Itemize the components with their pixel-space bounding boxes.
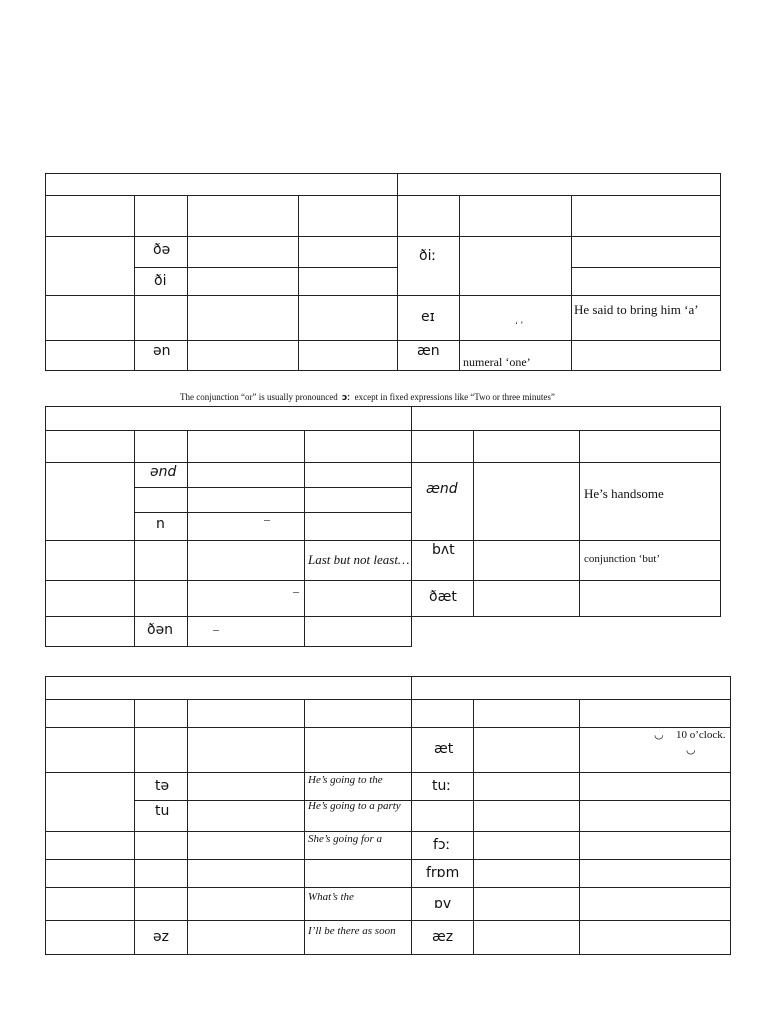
to-example-1: He’s going to the [308,774,383,786]
note-or-before: The conjunction “or” is usually pronounced [180,392,338,402]
an-weak: ən [153,343,171,359]
and-strong: ænd [426,481,458,497]
a-example: He said to bring him ‘a’ [574,302,699,317]
and-example: He’s handsome [584,486,664,501]
at-example: 10 o’clock. [676,729,726,741]
but-note: conjunction ‘but’ [584,553,661,565]
to-weak-2: tu [155,803,170,819]
as-strong: æz [432,929,454,945]
linker-1: ◡ [654,728,664,741]
that-strong: ðæt [429,589,457,605]
for-strong: fɔː [433,837,451,853]
linker-2: ◡ [686,743,696,756]
to-example-2: He’s going to a party [308,800,401,812]
for-example: She’s going for a [308,833,383,845]
dash-3: – [213,622,219,636]
than-weak: ðən [147,622,174,638]
dash-1: – [264,512,270,526]
but-example: Last but not least… [308,552,410,567]
note-or [180,392,555,403]
dash-2: – [293,584,299,598]
the-strong: ðiː [419,248,437,264]
to-strong: tuː [432,778,452,794]
at-strong: æt [434,741,454,757]
as-weak: əz [153,929,169,945]
the-weak-1: ðə [153,242,171,258]
from-strong: frɒm [426,865,460,881]
to-weak-1: tə [155,778,170,794]
the-weak-2: ði [154,273,167,289]
an-strong: æn [417,343,440,359]
note-or-ipa: ɔː [341,393,351,403]
an-note: numeral ‘one’ [463,355,531,369]
of-strong: ɒv [434,896,452,912]
as-example: I’ll be there as soon [308,925,396,937]
a-strong: eɪ [421,309,435,325]
and-weak-2: n [156,516,165,532]
note-or-after: except in fixed expressions like “Two or three minutes” [354,392,555,402]
a-quote-marks: ‘ ’ [515,320,524,330]
of-example: What’s the [308,891,354,903]
and-weak: ənd [150,464,177,480]
but-strong: bʌt [432,542,455,558]
